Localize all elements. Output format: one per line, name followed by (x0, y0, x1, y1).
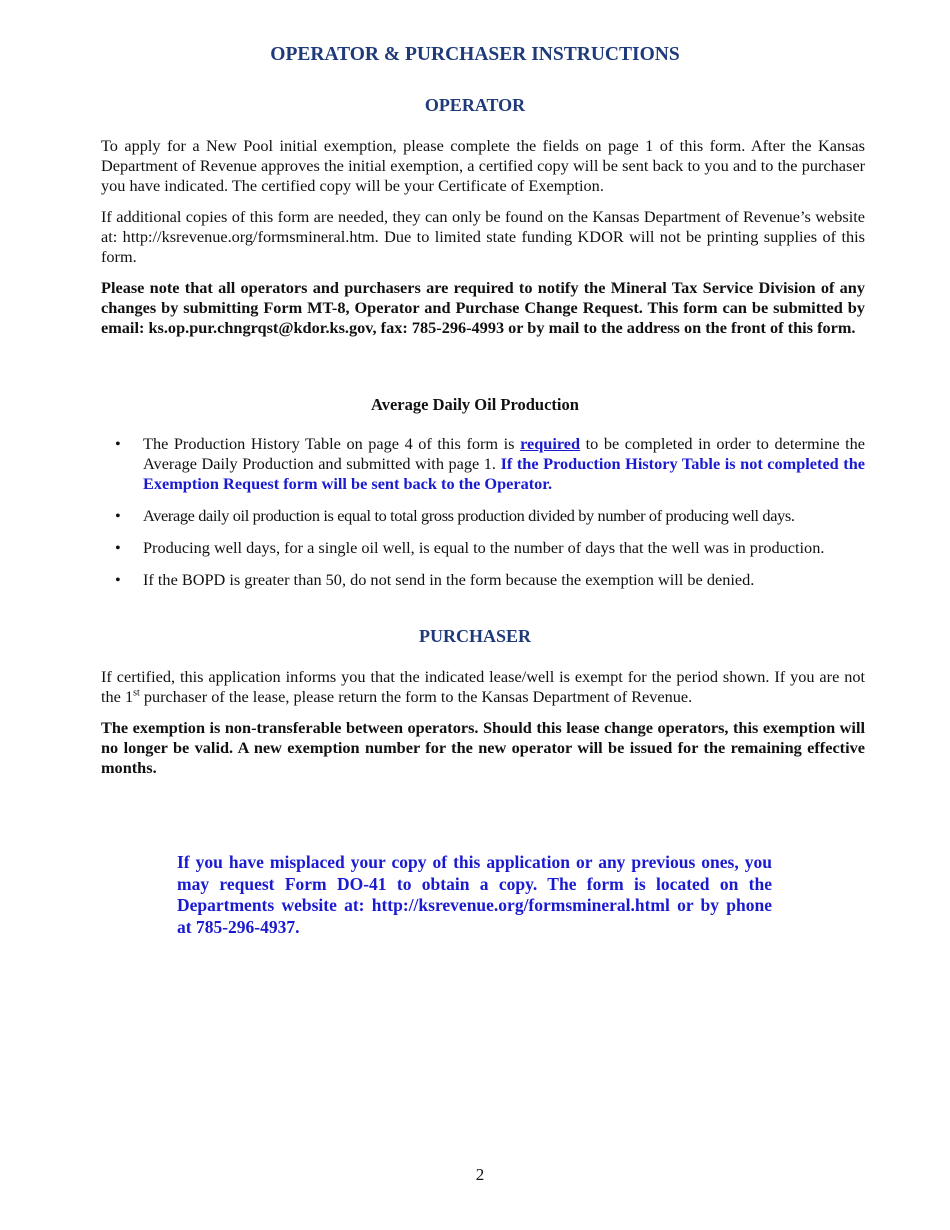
purchaser-paragraph-certified (101, 667, 865, 707)
average-daily-production-heading: Average Daily Oil Production (371, 395, 579, 414)
operator-paragraph-notify: Please note that all operators and purchasers are required to notify the Mineral Tax Service Division of any changes by submitting Form MT-8, Operator and Purchase Change Request. This form can be submitted by email: ks.op.pur.chngrqst@kdor.ks.gov, fax: 785-296-4993 or by mail to the address on the front of this form. (101, 278, 865, 337)
list-item-production-history (101, 434, 865, 493)
bullet-icon: • (115, 570, 121, 589)
operator-paragraph-copies: If additional copies of this form are needed, they can only be found on the Kansas Department of Revenue’s website at: http://ksrevenue.org/formsmineral.htm. Due to limited state funding KDOR will not be printing supplies of this form. (101, 207, 865, 266)
list-item-text: Average daily oil production is equal to total gross production divided by number of producing well days. (143, 506, 795, 525)
bullet-1-text-start: The Production History Table on page 4 of this form is (143, 434, 521, 453)
list-item-average-daily-definition (101, 506, 865, 526)
list-item-text: Producing well days, for a single oil well, is equal to the number of days that the well was in production. (143, 538, 825, 557)
operator-heading: OPERATOR (424, 95, 526, 115)
bullet-icon: • (115, 506, 121, 525)
purchaser-text-start: If certified, this application informs you that the indicated lease/well is exempt for the period shown. If you are not the 1 (101, 667, 865, 706)
bullet-1-text-middle: to be completed in order to determine the Average Daily Production and submitted with page 1. (143, 434, 865, 473)
list-item-text (143, 434, 865, 493)
list-item-text: If the BOPD is greater than 50, do not send in the form because the exemption will be denied. (143, 570, 755, 589)
required-link[interactable]: required (520, 434, 581, 453)
purchaser-text-end: purchaser of the lease, please return the form to the Kansas Department of Revenue. (139, 686, 693, 706)
bullet-icon: • (115, 538, 121, 557)
operator-paragraph-exemption: To apply for a New Pool initial exemption, please complete the fields on page 1 of this form. After the Kansas Department of Revenue approves the initial exemption, a certified copy will be sent back to you and to the purchaser you have indicated. The certified copy will be your Certificate of Exemption. (101, 136, 865, 195)
ordinal-suffix: st (133, 687, 140, 699)
bullet-icon: • (115, 434, 121, 453)
misplaced-copy-note: If you have misplaced your copy of this application or any previous ones, you may request Form DO-41 to obtain a copy. The form is located on the Departments website at: http://ksrevenue.org/formsmineral.html or by phone at 785-296-4937. (177, 852, 772, 937)
purchaser-paragraph-non-transferable: The exemption is non-transferable between operators. Should this lease change operators, this exemption will no longer be valid. A new exemption number for the new operator will be issued for the remaining effective months. (101, 718, 865, 777)
bullet-1-warning: If the Production History Table is not completed the Exemption Request form will be sent back to the Operator. (143, 453, 865, 493)
purchaser-heading: PURCHASER (418, 626, 531, 646)
page-number: 2 (475, 1165, 485, 1184)
list-item-bopd-limit (101, 570, 865, 590)
page-title: OPERATOR & PURCHASER INSTRUCTIONS (270, 44, 680, 65)
list-item-well-days-definition (101, 538, 865, 558)
